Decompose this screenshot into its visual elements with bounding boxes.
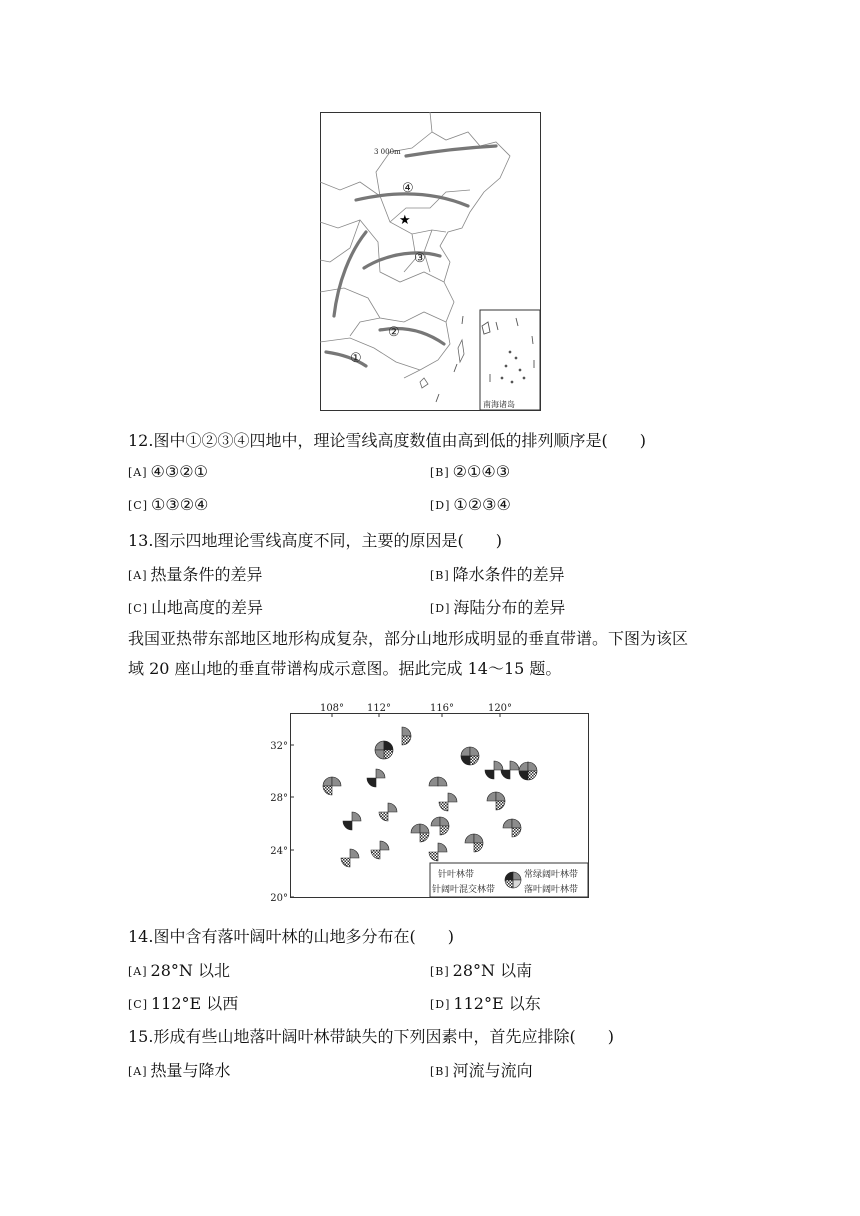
marker-1: ① — [350, 351, 362, 366]
legend — [430, 863, 588, 897]
legend-conifer: 针叶林带 — [438, 870, 475, 880]
marker-2: ② — [388, 325, 400, 340]
option-tag: [A] — [128, 569, 148, 582]
option-tag: [B] — [430, 1065, 450, 1078]
intro-paragraph — [128, 624, 748, 684]
legend-mixed: 针阔叶混交林带 — [432, 885, 496, 895]
option-text: ①③②④ — [151, 495, 209, 514]
mountain-zone-glyph — [505, 872, 521, 888]
option-tag: [A] — [128, 466, 148, 479]
y-tick-label: 28° — [270, 793, 288, 804]
option-tag: [C] — [128, 998, 148, 1011]
option-text: ①②③④ — [453, 495, 511, 514]
q14-option-a[interactable] — [128, 958, 230, 981]
q12-option-c[interactable] — [128, 495, 208, 514]
option-text: ④③②① — [150, 462, 208, 481]
legend-evergreen: 常绿阔叶林带 — [524, 870, 579, 880]
contour-label: 3 000m — [374, 148, 401, 156]
option-tag: [A] — [128, 1065, 148, 1078]
mountain-zone-glyph — [375, 741, 393, 759]
y-tick-label: 24° — [270, 846, 288, 857]
vertical-zone-map — [262, 700, 598, 902]
option-tag: [A] — [128, 965, 148, 978]
q12-stem: 12.图中①②③④四地中，理论雪线高度数值由高到低的排列顺序是( ) — [128, 431, 646, 450]
q14-option-b[interactable] — [430, 958, 532, 981]
mountain-zone-glyph — [461, 747, 479, 765]
option-tag: [B] — [430, 466, 450, 479]
option-text: 热量与降水 — [150, 1061, 231, 1080]
option-text: 河流与流向 — [452, 1061, 533, 1080]
marker-4: ④ — [402, 181, 414, 196]
option-text: 热量条件的差异 — [150, 565, 263, 584]
intro-line-2: 域 20 座山地的垂直带谱构成示意图。据此完成 14～15 题。 — [128, 659, 562, 678]
marker-3: ③ — [414, 251, 426, 266]
option-text: 28°N 以北 — [150, 961, 230, 980]
snowline-map-svg — [320, 112, 541, 411]
option-text: 降水条件的差异 — [452, 565, 565, 584]
option-text: 112°E 以西 — [151, 994, 239, 1013]
intro-line-1: 我国亚热带东部地区地形构成复杂，部分山地形成明显的垂直带谱。下图为该区 — [128, 629, 689, 648]
option-tag: [B] — [430, 569, 450, 582]
vertical-zone-map-svg — [262, 700, 598, 902]
option-text: 28°N 以南 — [452, 961, 533, 980]
option-tag: [C] — [128, 602, 148, 615]
option-tag: [D] — [430, 602, 451, 615]
q13-option-d[interactable] — [430, 595, 565, 618]
option-text: 山地高度的差异 — [151, 598, 264, 617]
x-tick-label: 108° — [319, 703, 345, 714]
x-tick-label: 120° — [487, 703, 513, 714]
q14-stem: 14.图中含有落叶阔叶林的山地多分布在( ) — [128, 927, 454, 946]
option-tag: [D] — [430, 499, 451, 512]
inset-label: 南海诸岛 — [483, 400, 515, 409]
option-tag: [D] — [430, 998, 451, 1011]
snowline-map — [320, 112, 541, 411]
capital-star-icon: ★ — [399, 213, 411, 228]
option-tag: [C] — [128, 499, 148, 512]
option-text: ②①④③ — [452, 462, 511, 481]
q12-option-d[interactable] — [430, 495, 511, 514]
option-tag: [B] — [430, 965, 450, 978]
q15-stem: 15.形成有些山地落叶阔叶林带缺失的下列因素中，首先应排除( ) — [128, 1027, 614, 1046]
q13-option-c[interactable] — [128, 595, 263, 618]
q13-option-a[interactable] — [128, 562, 263, 585]
legend-deciduous: 落叶阔叶林带 — [524, 885, 579, 895]
q12-option-a[interactable] — [128, 462, 208, 481]
q13-option-b[interactable] — [430, 562, 565, 585]
mountain-zone-glyph — [519, 762, 537, 780]
option-text: 112°E 以东 — [453, 994, 541, 1013]
x-tick-label: 116° — [429, 703, 455, 714]
q13-stem: 13.图示四地理论雪线高度不同，主要的原因是( ) — [128, 531, 502, 550]
q15-option-a[interactable] — [128, 1058, 231, 1081]
y-tick-label: 32° — [270, 741, 288, 752]
q14-option-d[interactable] — [430, 991, 541, 1014]
q12-option-b[interactable] — [430, 462, 510, 481]
q14-option-c[interactable] — [128, 991, 238, 1014]
x-tick-label: 112° — [366, 703, 392, 714]
q15-option-b[interactable] — [430, 1058, 533, 1081]
option-text: 海陆分布的差异 — [453, 598, 566, 617]
y-tick-label: 20° — [270, 893, 288, 902]
